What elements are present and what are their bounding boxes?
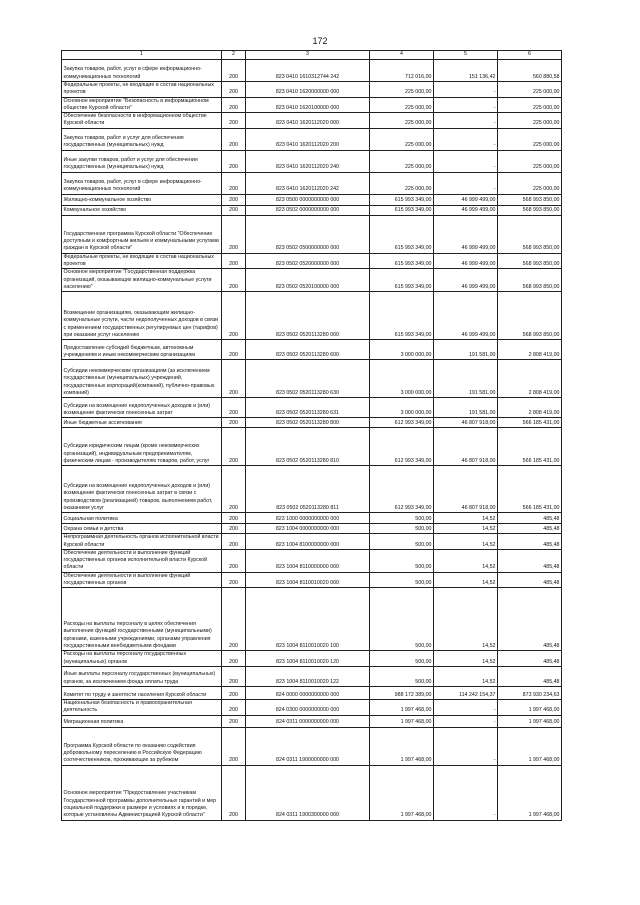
classification-code: 823 1004 8100000000 000 (246, 534, 370, 550)
approved-amount: 500,00 (370, 588, 434, 651)
budget-item-name: Государственная программа Курской области "Обеспечение доступным и комфортным жильем и коммунальными услугами граждан в Курской области" (62, 215, 222, 253)
ved-code: 200 (222, 588, 246, 651)
budget-item-name: Закупка товаров, работ и услуг для обеспечения государственных (муниципальных) нужд (62, 128, 222, 150)
table-row (62, 113, 562, 129)
table-row (62, 428, 562, 466)
table-row (62, 398, 562, 418)
executed-amount: 14,52 (434, 534, 498, 550)
table-row (62, 360, 562, 398)
classification-code: 824 0000 0000000000 000 (246, 686, 370, 699)
budget-item-name: Национальная безопасность и правоохранительная деятельность (62, 699, 222, 715)
header-cell: 5 (434, 51, 498, 60)
classification-code: 823 1004 8110010020 120 (246, 651, 370, 667)
remaining-amount: 568 993 850,00 (498, 194, 562, 205)
classification-code: 823 0410 1610312744 242 (246, 60, 370, 82)
ved-code: 200 (222, 534, 246, 550)
budget-item-name: Обеспечение деятельности и выполнение функций государственных органов исполнительной власти Курской области (62, 549, 222, 572)
table-row (62, 765, 562, 820)
budget-item-name: Непрограммная деятельность органов исполнительной власти Курской области (62, 534, 222, 550)
table-row (62, 82, 562, 98)
budget-item-name: Обеспечение деятельности и выполнение функций государственных органов (62, 572, 222, 588)
approved-amount: 615 993 349,00 (370, 269, 434, 292)
approved-amount: 615 993 349,00 (370, 253, 434, 269)
approved-amount: 3 000 000,00 (370, 398, 434, 418)
ved-code: 200 (222, 215, 246, 253)
page-number: 172 (312, 36, 328, 46)
table-row (62, 651, 562, 667)
ved-code: 200 (222, 172, 246, 194)
ved-code: 200 (222, 715, 246, 727)
ved-code: 200 (222, 82, 246, 98)
executed-amount: 14,52 (434, 651, 498, 667)
table-row (62, 205, 562, 215)
budget-item-name: Основное мероприятие "Предоставление участникам Государственной программы дополнительных гарантий и мер социальной поддержки в размере и условиях и в порядке, которые установлены Администрацией Курской области" (62, 765, 222, 820)
remaining-amount: 485,48 (498, 651, 562, 667)
remaining-amount: 225 000,00 (498, 97, 562, 113)
table-row (62, 194, 562, 205)
executed-amount: 46 999 499,00 (434, 205, 498, 215)
table-row (62, 666, 562, 686)
executed-amount: 14,52 (434, 524, 498, 534)
remaining-amount: 1 997 468,00 (498, 727, 562, 765)
budget-item-name: Программа Курской области по оказанию содействия добровольному переселению в Российскую Федерацию соотечественников, проживающих за рубежом (62, 727, 222, 765)
ved-code: 200 (222, 194, 246, 205)
executed-amount: 14,52 (434, 666, 498, 686)
ved-code: 200 (222, 205, 246, 215)
approved-amount: 500,00 (370, 524, 434, 534)
approved-amount: 615 993 349,00 (370, 205, 434, 215)
executed-amount: - (434, 715, 498, 727)
approved-amount: 500,00 (370, 651, 434, 667)
executed-amount: 46 999 499,00 (434, 194, 498, 205)
remaining-amount: 225 000,00 (498, 82, 562, 98)
executed-amount: 14,52 (434, 549, 498, 572)
table-row (62, 150, 562, 172)
table-row (62, 699, 562, 715)
ved-code: 200 (222, 686, 246, 699)
budget-table (61, 50, 562, 821)
executed-amount: - (434, 97, 498, 113)
remaining-amount: 560 880,58 (498, 60, 562, 82)
ved-code: 200 (222, 572, 246, 588)
table-row (62, 97, 562, 113)
budget-item-name: Иные бюджетные ассигнования (62, 418, 222, 428)
executed-amount: 191 581,00 (434, 398, 498, 418)
ved-code: 200 (222, 727, 246, 765)
header-cell: 6 (498, 51, 562, 60)
table-row (62, 128, 562, 150)
remaining-amount: 2 808 419,00 (498, 360, 562, 398)
classification-code: 823 0502 0520113280 630 (246, 360, 370, 398)
header-cell: 2 (222, 51, 246, 60)
ved-code: 200 (222, 428, 246, 466)
remaining-amount: 485,48 (498, 534, 562, 550)
ved-code: 200 (222, 398, 246, 418)
ved-code: 200 (222, 666, 246, 686)
remaining-amount: 566 185 431,00 (498, 428, 562, 466)
remaining-amount: 566 185 431,00 (498, 418, 562, 428)
approved-amount: 3 000 000,00 (370, 340, 434, 360)
classification-code: 823 1004 8110000000 000 (246, 549, 370, 572)
ved-code: 200 (222, 651, 246, 667)
ved-code: 200 (222, 549, 246, 572)
ved-code: 200 (222, 765, 246, 820)
budget-item-name: Иные выплаты персоналу государственных (муниципальных) органов, за исключением фонда оплаты труда (62, 666, 222, 686)
executed-amount: - (434, 172, 498, 194)
budget-item-name: Жилищно-коммунальное хозяйство (62, 194, 222, 205)
executed-amount: - (434, 82, 498, 98)
executed-amount: 46 807 918,00 (434, 418, 498, 428)
approved-amount: 500,00 (370, 513, 434, 524)
classification-code: 824 0311 0000000000 000 (246, 715, 370, 727)
executed-amount: 46 999 499,00 (434, 292, 498, 340)
remaining-amount: 1 997 468,00 (498, 765, 562, 820)
budget-item-name: Охрана семьи и детства (62, 524, 222, 534)
remaining-amount: 485,48 (498, 588, 562, 651)
classification-code: 823 0502 0520113280 800 (246, 418, 370, 428)
executed-amount: - (434, 150, 498, 172)
table-row (62, 727, 562, 765)
budget-item-name: Федеральные проекты, не входящие в состав национальных проектов (62, 253, 222, 269)
classification-code: 823 0410 1620112020 200 (246, 128, 370, 150)
budget-item-name: Социальная политика (62, 513, 222, 524)
classification-code: 823 0410 1620112020 242 (246, 172, 370, 194)
approved-amount: 500,00 (370, 572, 434, 588)
header-cell: 4 (370, 51, 434, 60)
ved-code: 200 (222, 269, 246, 292)
header-row (62, 51, 562, 60)
budget-item-name: Предоставление субсидий бюджетным, автономным учреждениям и иным некоммерческим организациям (62, 340, 222, 360)
approved-amount: 1 997 468,00 (370, 715, 434, 727)
remaining-amount: 568 993 850,00 (498, 269, 562, 292)
budget-item-name: Федеральные проекты, не входящие в состав национальных проектов (62, 82, 222, 98)
ved-code: 200 (222, 97, 246, 113)
executed-amount: 14,52 (434, 588, 498, 651)
ved-code: 200 (222, 128, 246, 150)
executed-amount: 14,52 (434, 572, 498, 588)
remaining-amount: 225 000,00 (498, 150, 562, 172)
executed-amount: 46 807 918,00 (434, 466, 498, 513)
budget-item-name: Закупка товаров, работ, услуг в сфере информационно-коммуникационных технологий (62, 172, 222, 194)
approved-amount: 225 000,00 (370, 172, 434, 194)
approved-amount: 225 000,00 (370, 82, 434, 98)
approved-amount: 3 000 000,00 (370, 360, 434, 398)
executed-amount: 46 999 499,00 (434, 269, 498, 292)
approved-amount: 988 172 389,00 (370, 686, 434, 699)
table-row (62, 466, 562, 513)
approved-amount: 612 993 349,00 (370, 428, 434, 466)
classification-code: 823 0502 0520113280 811 (246, 466, 370, 513)
budget-item-name: Субсидии на возмещение недополученных доходов и (или) возмещение фактически понесенных затрат в связи с производством (реализацией) товаров, выполнением работ, оказанием услуг (62, 466, 222, 513)
budget-item-name: Основное мероприятие "Государственная поддержка организаций, оказывающих жилищно-коммунальные услуги населению" (62, 269, 222, 292)
remaining-amount: 1 997 468,00 (498, 715, 562, 727)
executed-amount: 151 136,42 (434, 60, 498, 82)
table-row (62, 534, 562, 550)
remaining-amount: 485,48 (498, 572, 562, 588)
classification-code: 823 0502 0520100000 000 (246, 269, 370, 292)
budget-item-name: Расходы на выплаты персоналу в целях обеспечения выполнения функций государственными (муниципальными) органами, казенными учреждениями, органами управления государственными внебюджетными фондами (62, 588, 222, 651)
approved-amount: 615 993 349,00 (370, 292, 434, 340)
ved-code: 200 (222, 113, 246, 129)
budget-item-name: Комитет по труду и занятости населения Курской области (62, 686, 222, 699)
executed-amount: 46 999 499,00 (434, 215, 498, 253)
approved-amount: 615 993 349,00 (370, 194, 434, 205)
table-row (62, 292, 562, 340)
classification-code: 823 0502 0000000000 000 (246, 205, 370, 215)
remaining-amount: 566 185 431,00 (498, 466, 562, 513)
budget-item-name: Субсидии юридическим лицам (кроме некоммерческих организаций), индивидуальным предпринимателям, физическим лицам - производителям товаров, работ, услуг (62, 428, 222, 466)
table-row (62, 172, 562, 194)
ved-code: 200 (222, 513, 246, 524)
remaining-amount: 568 993 850,00 (498, 292, 562, 340)
budget-item-name: Субсидии некоммерческим организациям (за исключением государственных (муниципальных) учреждений, государственных корпораций(компаний), публично-правовых компаний) (62, 360, 222, 398)
remaining-amount: 1 997 468,00 (498, 699, 562, 715)
ved-code: 200 (222, 699, 246, 715)
executed-amount: 114 242 154,37 (434, 686, 498, 699)
table-row (62, 588, 562, 651)
approved-amount: 500,00 (370, 666, 434, 686)
remaining-amount: 485,48 (498, 524, 562, 534)
table-row (62, 340, 562, 360)
ved-code: 200 (222, 292, 246, 340)
classification-code: 823 0410 1620112020 240 (246, 150, 370, 172)
classification-code: 823 0502 0520113280 000 (246, 292, 370, 340)
remaining-amount: 485,48 (498, 666, 562, 686)
table-row (62, 269, 562, 292)
approved-amount: 612 993 349,00 (370, 466, 434, 513)
classification-code: 823 0502 0520000000 000 (246, 253, 370, 269)
budget-item-name: Основное мероприятие "Безопасность в информационном обществе Курской области" (62, 97, 222, 113)
budget-item-name: Возмещение организациям, оказывающим жилищно-коммунальные услуги, части недополученных доходов в связи с применением государственных регулируемых цен (тарифов) при оказании услуг населению (62, 292, 222, 340)
classification-code: 823 0502 0520113280 631 (246, 398, 370, 418)
ved-code: 200 (222, 524, 246, 534)
remaining-amount: 2 808 419,00 (498, 340, 562, 360)
executed-amount: - (434, 113, 498, 129)
remaining-amount: 485,48 (498, 549, 562, 572)
approved-amount: 1 997 468,00 (370, 765, 434, 820)
table-row (62, 418, 562, 428)
approved-amount: 225 000,00 (370, 128, 434, 150)
approved-amount: 1 997 468,00 (370, 727, 434, 765)
remaining-amount: 2 808 419,00 (498, 398, 562, 418)
table-row (62, 215, 562, 253)
classification-code: 823 0502 0500000000 000 (246, 215, 370, 253)
classification-code: 823 0502 0520113280 600 (246, 340, 370, 360)
approved-amount: 225 000,00 (370, 113, 434, 129)
table-row (62, 253, 562, 269)
ved-code: 200 (222, 60, 246, 82)
classification-code: 823 1004 8110010020 000 (246, 572, 370, 588)
executed-amount: 191 581,00 (434, 340, 498, 360)
classification-code: 824 0300 0000000000 000 (246, 699, 370, 715)
remaining-amount: 485,48 (498, 513, 562, 524)
classification-code: 823 0410 1620112020 000 (246, 113, 370, 129)
approved-amount: 612 993 349,00 (370, 418, 434, 428)
ved-code: 200 (222, 340, 246, 360)
ved-code: 200 (222, 150, 246, 172)
ved-code: 200 (222, 418, 246, 428)
approved-amount: 500,00 (370, 534, 434, 550)
classification-code: 823 1004 8110010020 122 (246, 666, 370, 686)
budget-item-name: Иные закупки товаров, работ и услуг для обеспечения государственных (муниципальных) нужд (62, 150, 222, 172)
budget-item-name: Миграционная политика (62, 715, 222, 727)
table-row (62, 60, 562, 82)
classification-code: 823 1004 8110010020 100 (246, 588, 370, 651)
executed-amount: - (434, 727, 498, 765)
ved-code: 200 (222, 360, 246, 398)
approved-amount: 225 000,00 (370, 97, 434, 113)
budget-item-name: Коммунальное хозяйство (62, 205, 222, 215)
classification-code: 823 1000 0000000000 000 (246, 513, 370, 524)
executed-amount: 46 999 499,00 (434, 253, 498, 269)
remaining-amount: 873 930 234,63 (498, 686, 562, 699)
classification-code: 823 1004 0000000000 000 (246, 524, 370, 534)
budget-item-name: Закупка товаров, работ, услуг в сфере информационно-коммуникационных технологий (62, 60, 222, 82)
table-row (62, 524, 562, 534)
budget-item-name: Расходы на выплаты персоналу государственных (муниципальных) органов (62, 651, 222, 667)
classification-code: 823 0410 1620100000 000 (246, 97, 370, 113)
executed-amount: 191 581,00 (434, 360, 498, 398)
executed-amount: 14,52 (434, 513, 498, 524)
remaining-amount: 568 993 850,00 (498, 205, 562, 215)
executed-amount: 46 807 918,00 (434, 428, 498, 466)
classification-code: 823 0410 1620000000 000 (246, 82, 370, 98)
header-cell: 1 (62, 51, 222, 60)
table-row (62, 513, 562, 524)
classification-code: 824 0311 1900000000 000 (246, 727, 370, 765)
classification-code: 823 0502 0520113280 810 (246, 428, 370, 466)
table-row (62, 572, 562, 588)
remaining-amount: 225 000,00 (498, 128, 562, 150)
approved-amount: 225 000,00 (370, 150, 434, 172)
approved-amount: 1 997 468,00 (370, 699, 434, 715)
budget-item-name: Обеспечение безопасности в информационном обществе Курской области (62, 113, 222, 129)
header-cell: 3 (246, 51, 370, 60)
approved-amount: 615 993 349,00 (370, 215, 434, 253)
approved-amount: 712 016,00 (370, 60, 434, 82)
ved-code: 200 (222, 253, 246, 269)
remaining-amount: 225 000,00 (498, 172, 562, 194)
executed-amount: - (434, 128, 498, 150)
remaining-amount: 568 993 850,00 (498, 253, 562, 269)
executed-amount: - (434, 699, 498, 715)
approved-amount: 500,00 (370, 549, 434, 572)
classification-code: 823 0500 0000000000 000 (246, 194, 370, 205)
table-row (62, 686, 562, 699)
table-row (62, 715, 562, 727)
classification-code: 824 0311 1900300000 000 (246, 765, 370, 820)
remaining-amount: 568 993 850,00 (498, 215, 562, 253)
remaining-amount: 225 000,00 (498, 113, 562, 129)
table-row (62, 549, 562, 572)
budget-item-name: Субсидии на возмещение недополученных доходов и (или) возмещение фактически понесенных затрат (62, 398, 222, 418)
ved-code: 200 (222, 466, 246, 513)
executed-amount: - (434, 765, 498, 820)
